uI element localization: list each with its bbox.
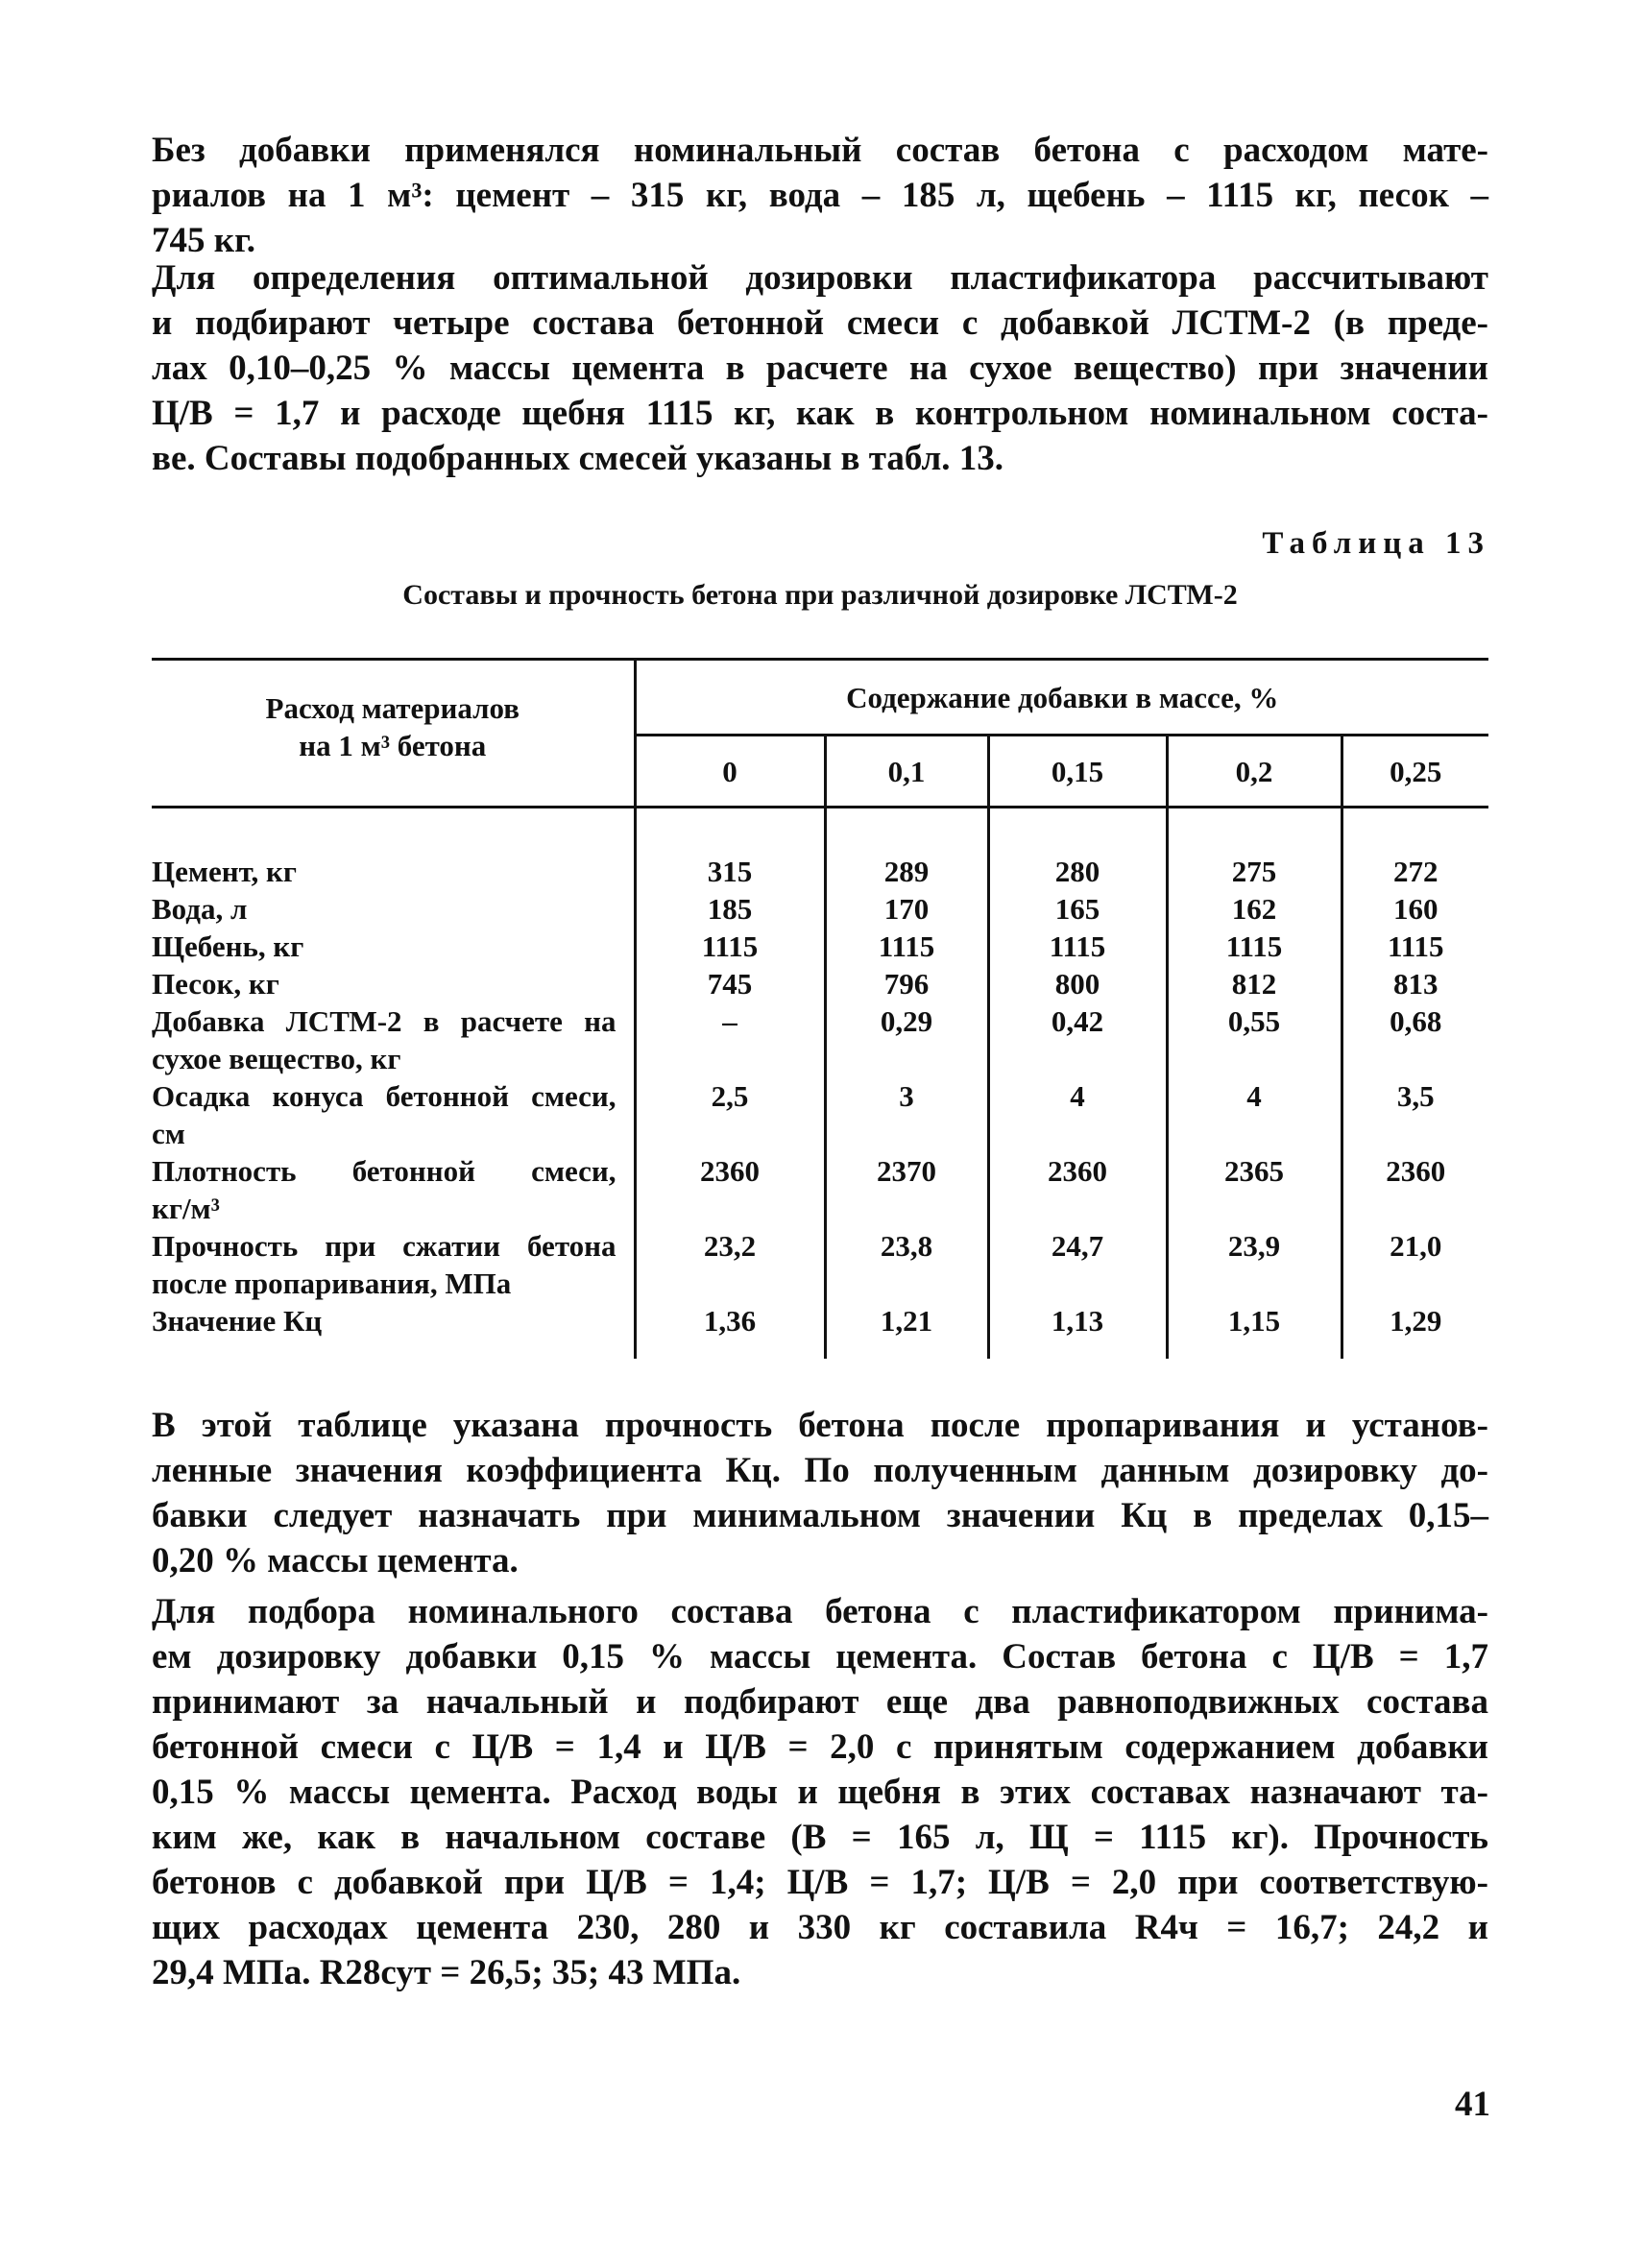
page-number: 41: [1455, 2085, 1490, 2124]
table-cell: 160: [1342, 890, 1488, 928]
row-label-line2: сухое вещество, кг: [152, 1042, 401, 1075]
table-cell: 1,36: [635, 1302, 825, 1359]
text-line: лах 0,10–0,25 % массы цемента в расчете на сухое вещество) при значении: [152, 349, 1488, 388]
row-label-line1: Прочность при сжатии бетона: [152, 1229, 616, 1263]
col-header: 0: [635, 736, 825, 808]
row-label: [152, 1002, 635, 1077]
param-header-line2: на 1 м³ бетона: [299, 729, 487, 762]
row-label: Значение Кц: [152, 1304, 323, 1338]
row-label: Цемент, кг: [152, 855, 297, 888]
table-cell: 813: [1342, 965, 1488, 1002]
table-title: Составы и прочность бетона при различной дозировке ЛСТМ-2: [402, 579, 1238, 611]
table-row: [152, 928, 1488, 965]
table-cell: 1115: [1167, 928, 1342, 965]
text-line: принимают за начальный и подбирают еще два равноподвижных состава: [152, 1682, 1488, 1722]
table-cell: 275: [1167, 808, 1342, 891]
table-cell: 1,15: [1167, 1302, 1342, 1359]
row-label-line1: Плотность бетонной смеси,: [152, 1154, 616, 1188]
table-cell: 185: [635, 890, 825, 928]
table-cell: 4: [1167, 1077, 1342, 1152]
row-label: [152, 1077, 635, 1152]
table-row: [152, 1227, 1488, 1302]
table-container: [152, 658, 1488, 1359]
table-cell: 2,5: [635, 1077, 825, 1152]
table-row: [152, 1302, 1488, 1359]
table-cell: 800: [988, 965, 1167, 1002]
col-header: 0,2: [1167, 736, 1342, 808]
paragraph-table-discussion: [152, 1403, 1488, 1583]
col-header: 0,25: [1342, 736, 1488, 808]
table-cell: 0,29: [825, 1002, 988, 1077]
table-cell: 1115: [825, 928, 988, 965]
text-line: В этой таблице указана прочность бетона после пропаривания и установ-: [152, 1406, 1488, 1445]
row-label-line2: см: [152, 1117, 185, 1150]
group-header: Содержание добавки в массе, %: [635, 660, 1488, 736]
table-cell: 24,7: [988, 1227, 1167, 1302]
table-cell: 162: [1167, 890, 1342, 928]
row-label: [152, 1227, 635, 1302]
table-cell: 1,29: [1342, 1302, 1488, 1359]
table-cell: 1,13: [988, 1302, 1167, 1359]
table-cell: 2360: [988, 1152, 1167, 1227]
table-row: [152, 808, 1488, 891]
row-label-line2: кг/м³: [152, 1192, 220, 1225]
text-line: Для определения оптимальной дозировки пластификатора рассчитывают: [152, 258, 1488, 298]
paragraph-nominal-mix: [152, 128, 1488, 263]
table-cell: 1,21: [825, 1302, 988, 1359]
text-line: бавки следует назначать при минимальном значении Кц в пределах 0,15–: [152, 1496, 1488, 1535]
table-cell: 812: [1167, 965, 1342, 1002]
table-cell: 745: [635, 965, 825, 1002]
table-cell: 0,55: [1167, 1002, 1342, 1077]
table-cell: 165: [988, 890, 1167, 928]
text-line: ве. Составы подобранных смесей указаны в табл. 13.: [152, 439, 1004, 478]
param-header: [152, 660, 635, 808]
table-cell: 2360: [1342, 1152, 1488, 1227]
text-line: ленные значения коэффициента Кц. По полученным данным дозировку до-: [152, 1451, 1488, 1490]
table-cell: 289: [825, 808, 988, 891]
mix-composition-table: [152, 658, 1488, 1359]
table-cell: 315: [635, 808, 825, 891]
text-line: ем дозировку добавки 0,15 % массы цемента. Состав бетона с Ц/В = 1,7: [152, 1637, 1488, 1677]
text-line: 29,4 МПа. R28сут = 26,5; 35; 43 МПа.: [152, 1953, 741, 1992]
row-label-line2: после пропаривания, МПа: [152, 1267, 512, 1300]
table-cell: 3: [825, 1077, 988, 1152]
table-cell: 0,68: [1342, 1002, 1488, 1077]
text-line: Без добавки применялся номинальный состав бетона с расходом мате-: [152, 131, 1488, 170]
table-cell: 3,5: [1342, 1077, 1488, 1152]
paragraph-optimal-dosage: [152, 255, 1488, 481]
table-row: [152, 1152, 1488, 1227]
row-label: Песок, кг: [152, 967, 279, 1001]
text-line: Для подбора номинального состава бетона с пластификатором принима-: [152, 1592, 1488, 1631]
table-cell: 796: [825, 965, 988, 1002]
text-line: Ц/В = 1,7 и расходе щебня 1115 кг, как в контрольном номинальном соста-: [152, 394, 1488, 433]
text-line: 745 кг.: [152, 221, 255, 260]
table-row: [152, 890, 1488, 928]
text-line: бетонной смеси с Ц/В = 1,4 и Ц/В = 2,0 с принятым содержанием добавки: [152, 1727, 1488, 1767]
row-label-line1: Добавка ЛСТМ-2 в расчете на: [152, 1004, 616, 1038]
text-line: щих расходах цемента 230, 280 и 330 кг составила R4ч = 16,7; 24,2 и: [152, 1908, 1488, 1947]
table-cell: 272: [1342, 808, 1488, 891]
table-cell: 280: [988, 808, 1167, 891]
table-row: [152, 1077, 1488, 1152]
table-cell: 0,42: [988, 1002, 1167, 1077]
text-line: бетонов с добавкой при Ц/В = 1,4; Ц/В = 1,7; Ц/В = 2,0 при соответствую-: [152, 1863, 1488, 1902]
text-line: 0,15 % массы цемента. Расход воды и щебня в этих составах назначают та-: [152, 1773, 1488, 1812]
table-cell: 2360: [635, 1152, 825, 1227]
param-header-line1: Расход материалов: [265, 691, 520, 725]
table-cell: 2365: [1167, 1152, 1342, 1227]
table-row: [152, 1002, 1488, 1077]
table-row: [152, 965, 1488, 1002]
row-label: Вода, л: [152, 892, 248, 926]
paragraph-nominal-selection: [152, 1589, 1488, 1995]
table-cell: 4: [988, 1077, 1167, 1152]
row-label-line1: Осадка конуса бетонной смеси,: [152, 1079, 616, 1113]
col-header: 0,1: [825, 736, 988, 808]
text-line: ким же, как в начальном составе (В = 165 л, Щ = 1115 кг). Прочность: [152, 1818, 1488, 1857]
table-cell: 23,8: [825, 1227, 988, 1302]
row-label: [152, 1152, 635, 1227]
table-cell: 1115: [635, 928, 825, 965]
table-cell: 23,9: [1167, 1227, 1342, 1302]
table-cell: 1115: [988, 928, 1167, 965]
table-cell: 1115: [1342, 928, 1488, 965]
text-line: 0,20 % массы цемента.: [152, 1541, 519, 1580]
table-cell: 170: [825, 890, 988, 928]
row-label: Щебень, кг: [152, 929, 304, 963]
text-line: и подбирают четыре состава бетонной смеси с добавкой ЛСТМ-2 (в преде-: [152, 303, 1488, 343]
table-cell: –: [635, 1002, 825, 1077]
table-cell: 21,0: [1342, 1227, 1488, 1302]
table-cell: 23,2: [635, 1227, 825, 1302]
table-cell: 2370: [825, 1152, 988, 1227]
text-line: риалов на 1 м³: цемент – 315 кг, вода – 185 л, щебень – 1115 кг, песок –: [152, 176, 1488, 215]
col-header: 0,15: [988, 736, 1167, 808]
table-label: Таблица 13: [1262, 526, 1490, 561]
